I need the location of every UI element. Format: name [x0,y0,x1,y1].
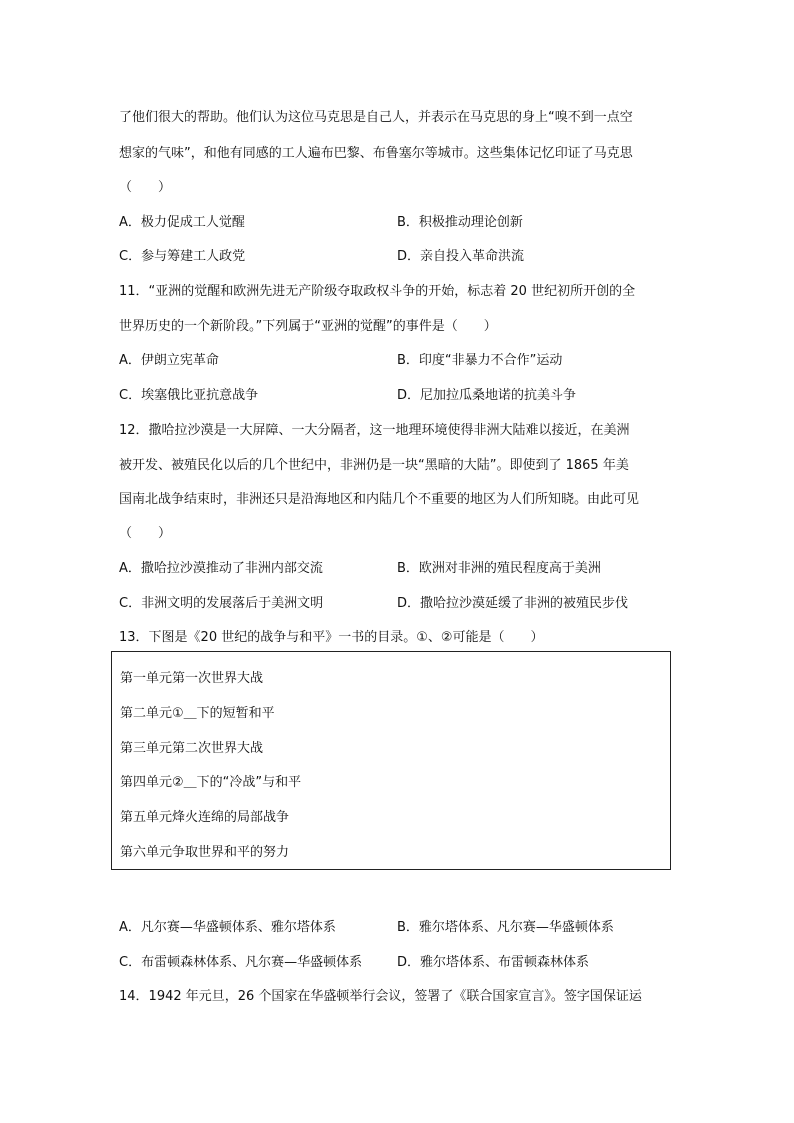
option-b: B．印度“非暴力不合作”运动 [397,353,563,368]
toc-item: 第五单元烽火连绵的局部战争 [120,810,290,825]
option-a: A．伊朗立宪革命 [119,353,219,368]
paragraph-line: 了他们很大的帮助。他们认为这位马克思是自己人，并表示在马克思的身上“嗅不到一点空 [119,110,633,125]
question-stem: 国南北战争结束时，非洲还只是沿海地区和内陆几个不重要的地区为人们所知晓。由此可见 [119,492,640,507]
toc-item: 第六单元争取世界和平的努力 [120,845,290,860]
toc-item: 第一单元第一次世界大战 [120,671,264,686]
option-d: D．尼加拉瓜桑地诺的抗美斗争 [397,388,577,403]
option-a: A．撒哈拉沙漠推动了非洲内部交流 [119,561,323,576]
paragraph-line: 想家的气味”，和他有同感的工人遍布巴黎、布鲁塞尔等城市。这些集体记忆印证了马克思 [119,146,633,161]
answer-blank: （ ） [119,526,172,541]
answer-blank: （ ） [119,180,172,195]
option-c: C．非洲文明的发展落后于美洲文明 [119,596,324,611]
table-of-contents-box [111,651,671,870]
toc-item: 第四单元②＿下的“冷战”与和平 [120,775,302,790]
question-stem: 13．下图是《20 世纪的战争与和平》一书的目录。①、②可能是（ ） [119,630,544,645]
toc-item: 第三单元第二次世界大战 [120,741,264,756]
question-stem: 被开发、被殖民化以后的几个世纪中，非洲仍是一块“黑暗的大陆”。即使到了 1865 年美 [119,458,629,473]
option-d: D．雅尔塔体系、布雷顿森林体系 [397,955,590,970]
question-stem: 12．撒哈拉沙漠是一大屏障、一大分隔者，这一地理环境使得非洲大陆难以接近，在美洲 [119,423,630,438]
question-stem: 11．“亚洲的觉醒和欧洲先进无产阶级夺取政权斗争的开始，标志着 20 世纪初所开创的全 [119,284,636,299]
option-a: A．凡尔赛—华盛顿体系、雅尔塔体系 [119,920,336,935]
question-stem: 14．1942 年元旦，26 个国家在华盛顿举行会议，签署了《联合国家宣言》。签字国保证运 [119,989,642,1004]
option-b: B．雅尔塔体系、凡尔赛—华盛顿体系 [397,920,614,935]
option-a: A．极力促成工人觉醒 [119,215,245,230]
option-d: D．亲自投入革命洪流 [397,249,525,264]
question-stem: 世界历史的一个新阶段。”下列属于“亚洲的觉醒”的事件是（ ） [119,319,497,334]
toc-item: 第二单元①＿下的短暂和平 [120,706,275,721]
option-b: B．积极推动理论创新 [397,215,523,230]
option-c: C．布雷顿森林体系、凡尔赛—华盛顿体系 [119,955,363,970]
option-d: D．撒哈拉沙漠延缓了非洲的被殖民步伐 [397,596,629,611]
option-c: C．埃塞俄比亚抗意战争 [119,388,259,403]
option-b: B．欧洲对非洲的殖民程度高于美洲 [397,561,601,576]
option-c: C．参与筹建工人政党 [119,249,246,264]
